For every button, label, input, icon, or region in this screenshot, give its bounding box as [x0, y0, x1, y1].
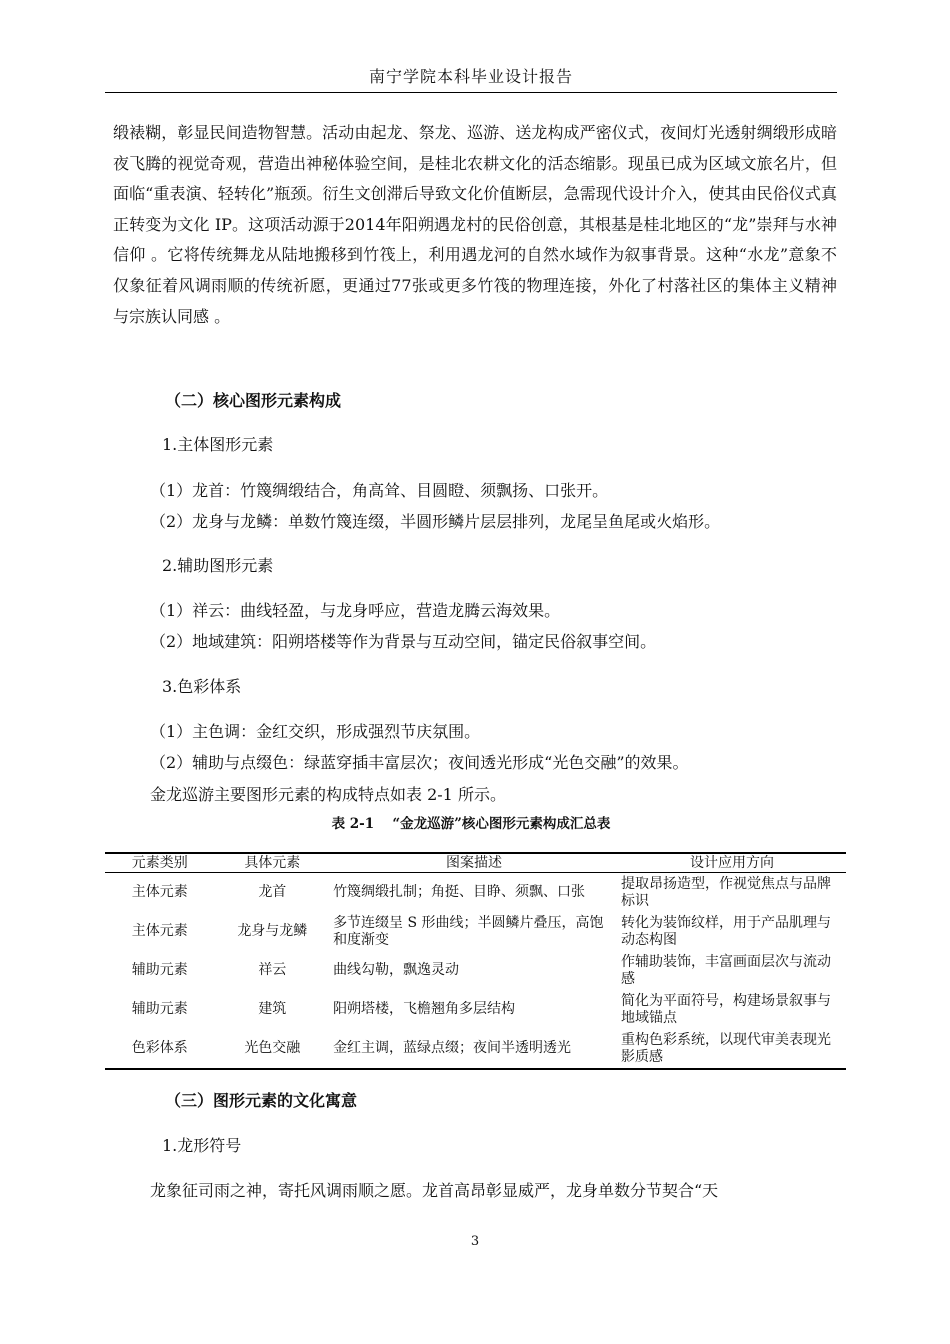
- section-heading-2: （二）核心图形元素构成: [165, 391, 342, 410]
- table-cell: 转化为装饰纹样，用于产品肌理与动态构图: [621, 914, 832, 948]
- section-heading-3: （三）图形元素的文化寓意: [165, 1091, 358, 1110]
- table-cell: 色彩体系: [105, 1029, 215, 1069]
- dragon-symbol-paragraph: 龙象征司雨之神，寄托风调雨顺之愿。龙首高昂彰显威严，龙身单数分节契合“天: [150, 1181, 719, 1200]
- table-row: [105, 912, 846, 951]
- table-cell: 主体元素: [131, 923, 188, 939]
- table-row: [105, 951, 846, 990]
- table-caption: 表 2-1 “金龙巡游”核心图形元素构成汇总表: [331, 816, 611, 832]
- table-row: [105, 873, 846, 913]
- subheading-color-system: 3.色彩体系: [162, 677, 242, 696]
- table-header-cell: 图案描述: [330, 853, 618, 873]
- table-cell: 曲线勾勒，飘逸灵动: [333, 962, 460, 978]
- table-cell: 建筑: [258, 1001, 287, 1017]
- item-accent-color: （2）辅助与点缀色：绿蓝穿插丰富层次；夜间透光形成“光色交融”的效果。: [150, 753, 689, 772]
- table-header-cell: 设计应用方向: [618, 853, 846, 873]
- table-header-cell: 元素类别: [105, 853, 215, 873]
- item-main-color: （1）主色调：金红交织，形成强烈节庆氛围。: [150, 722, 481, 741]
- table-cell: 重构色彩系统，以现代审美表现光影质感: [618, 1029, 846, 1069]
- table-cell: 辅助元素: [131, 1001, 188, 1017]
- table-cell: 辅助元素: [131, 962, 188, 978]
- table-cell: 提取昂扬造型，作视觉焦点与品牌标识: [621, 875, 832, 909]
- table-row: [105, 990, 846, 1029]
- table-cell: 阳朔塔楼，飞檐翘角多层结构: [333, 1001, 516, 1017]
- table-cell: 主体元素: [131, 884, 188, 900]
- table-cell: 作辅助装饰，丰富画面层次与流动感: [621, 953, 832, 987]
- intro-paragraph: 缎裱糊，彰显民间造物智慧。活动由起龙、祭龙、巡游、送龙构成严密仪式，夜间灯光透射绸缎形成暗夜飞腾的视觉奇观，营造出神秘体验空间，是桂北农耕文化的活态缩影。现虽已成为区域文旅名片，但面临“重表演、轻转化”瓶颈。衍生文创滞后导致文化价值断层，急需现代设计介入，使其由民俗仪式真正转变为文化 IP。这项活动源于2014年阳朔遇龙村的民俗创意，其根基是桂北地区的“龙”崇拜与水神信仰 。它将传统舞龙从陆地搬移到竹筏上，利用遇龙河的自然水域作为叙事背景。这种“水龙”意象不仅象征着风调雨顺的传统祈愿，更通过77张或更多竹筏的物理连接，外化了村落社区的集体主义精神与宗族认同感 。: [113, 123, 837, 326]
- item-cloud: （1）祥云：曲线轻盈，与龙身呼应，营造龙腾云海效果。: [150, 601, 561, 620]
- item-dragon-body: （2）龙身与龙鳞：单数竹篾连缀，半圆形鳞片层层排列，龙尾呈鱼尾或火焰形。: [150, 512, 721, 531]
- table-cell: 竹篾绸缎扎制；角挺、目睁、须飘、口张: [333, 884, 586, 900]
- table-row: [105, 1029, 846, 1069]
- table-header-cell: 具体元素: [215, 853, 330, 873]
- subheading-dragon-symbol: 1.龙形符号: [162, 1136, 242, 1155]
- table-intro-text: 金龙巡游主要图形元素的构成特点如表 2-1 所示。: [150, 785, 506, 804]
- item-architecture: （2）地域建筑：阳朔塔楼等作为背景与互动空间，锚定民俗叙事空间。: [150, 632, 657, 651]
- header-rule: [105, 92, 837, 93]
- table-cell: 龙首: [258, 884, 287, 900]
- table-cell: 金红主调，蓝绿点缀；夜间半透明透光: [330, 1029, 618, 1069]
- table-cell: 简化为平面符号，构建场景叙事与地域锚点: [621, 992, 832, 1026]
- table-cell: 多节连缀呈 S 形曲线；半圆鳞片叠压，高饱和度渐变: [333, 914, 604, 948]
- subheading-main-elements: 1.主体图形元素: [162, 435, 274, 454]
- table-cell: 光色交融: [215, 1029, 330, 1069]
- page-header-title: 南宁学院本科毕业设计报告: [368, 67, 573, 86]
- table-cell: 龙身与龙鳞: [237, 923, 308, 939]
- subheading-auxiliary-elements: 2.辅助图形元素: [162, 556, 274, 575]
- table-cell: 祥云: [258, 962, 287, 978]
- table-header-row: [105, 853, 846, 873]
- page-number: 3: [470, 1234, 480, 1249]
- item-dragon-head: （1）龙首：竹篾绸缎结合，角高耸、目圆瞪、须飘扬、口张开。: [150, 481, 609, 500]
- summary-table: [105, 852, 846, 1070]
